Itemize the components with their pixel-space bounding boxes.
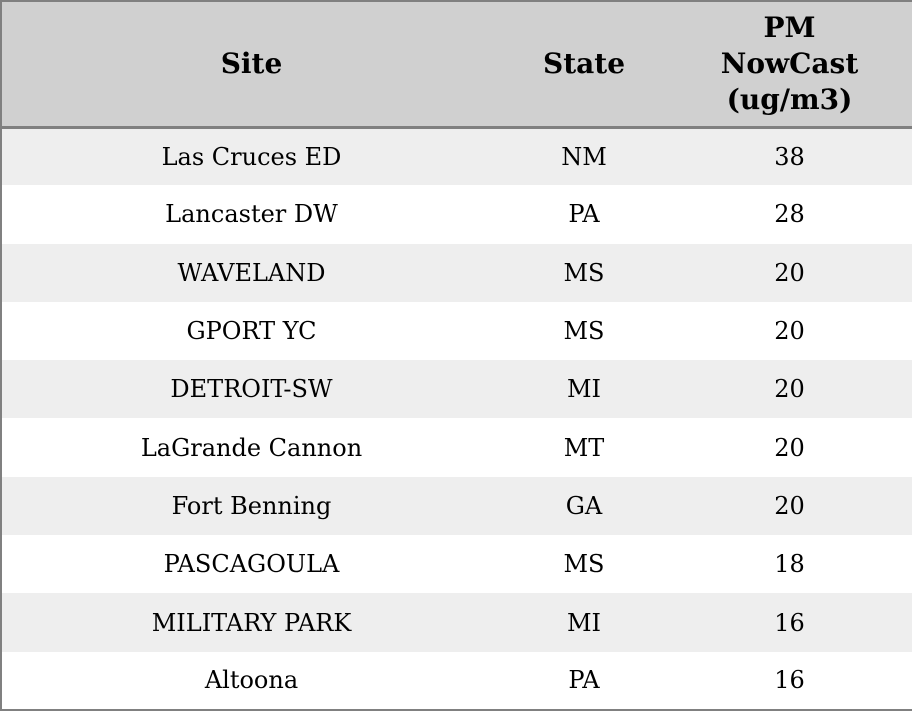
pm-nowcast-cell: 18 xyxy=(774,550,805,579)
table-row xyxy=(1,302,912,360)
column-header-pm-nowcast-label: PM NowCast (ug/m3) xyxy=(720,11,859,116)
state-cell: MS xyxy=(563,317,605,346)
pm-nowcast-cell: 20 xyxy=(774,433,805,462)
table-row xyxy=(1,535,912,593)
column-header-pm-nowcast xyxy=(667,1,912,127)
state-cell: MS xyxy=(563,550,605,579)
header-row xyxy=(1,1,912,127)
table-header xyxy=(1,1,912,127)
pm-nowcast-cell: 16 xyxy=(774,666,805,695)
pm-nowcast-cell: 20 xyxy=(774,375,805,404)
site-cell: Fort Benning xyxy=(171,491,332,520)
state-cell: PA xyxy=(568,200,600,229)
state-cell: GA xyxy=(565,491,603,520)
table-body xyxy=(1,127,912,710)
table-row xyxy=(1,185,912,243)
table-row xyxy=(1,244,912,302)
site-cell: GPORT YC xyxy=(186,317,317,346)
site-cell: Las Cruces ED xyxy=(161,142,342,171)
pm-nowcast-cell: 28 xyxy=(774,200,805,229)
pm-nowcast-cell: 20 xyxy=(774,491,805,520)
site-cell: Altoona xyxy=(204,666,299,695)
site-cell: MILITARY PARK xyxy=(151,608,352,637)
table-row xyxy=(1,360,912,418)
pm-nowcast-cell: 20 xyxy=(774,258,805,287)
table-row xyxy=(1,418,912,476)
site-cell: PASCAGOULA xyxy=(163,550,340,579)
state-cell: MI xyxy=(566,375,602,404)
pm-nowcast-cell: 38 xyxy=(774,142,805,171)
table-row xyxy=(1,477,912,535)
table-row xyxy=(1,652,912,710)
table-row xyxy=(1,593,912,651)
state-cell: PA xyxy=(568,666,600,695)
state-cell: NM xyxy=(561,142,607,171)
table-row xyxy=(1,127,912,185)
site-cell: DETROIT-SW xyxy=(170,375,333,404)
column-header-state: State xyxy=(501,1,667,127)
site-cell: WAVELAND xyxy=(177,258,326,287)
site-cell: LaGrande Cannon xyxy=(140,433,363,462)
state-cell: MT xyxy=(563,433,605,462)
site-cell: Lancaster DW xyxy=(165,200,338,229)
state-cell: MI xyxy=(566,608,602,637)
pm-nowcast-cell: 20 xyxy=(774,317,805,346)
pm-nowcast-cell: 16 xyxy=(774,608,805,637)
state-cell: MS xyxy=(563,258,605,287)
column-header-site: Site xyxy=(1,1,501,127)
